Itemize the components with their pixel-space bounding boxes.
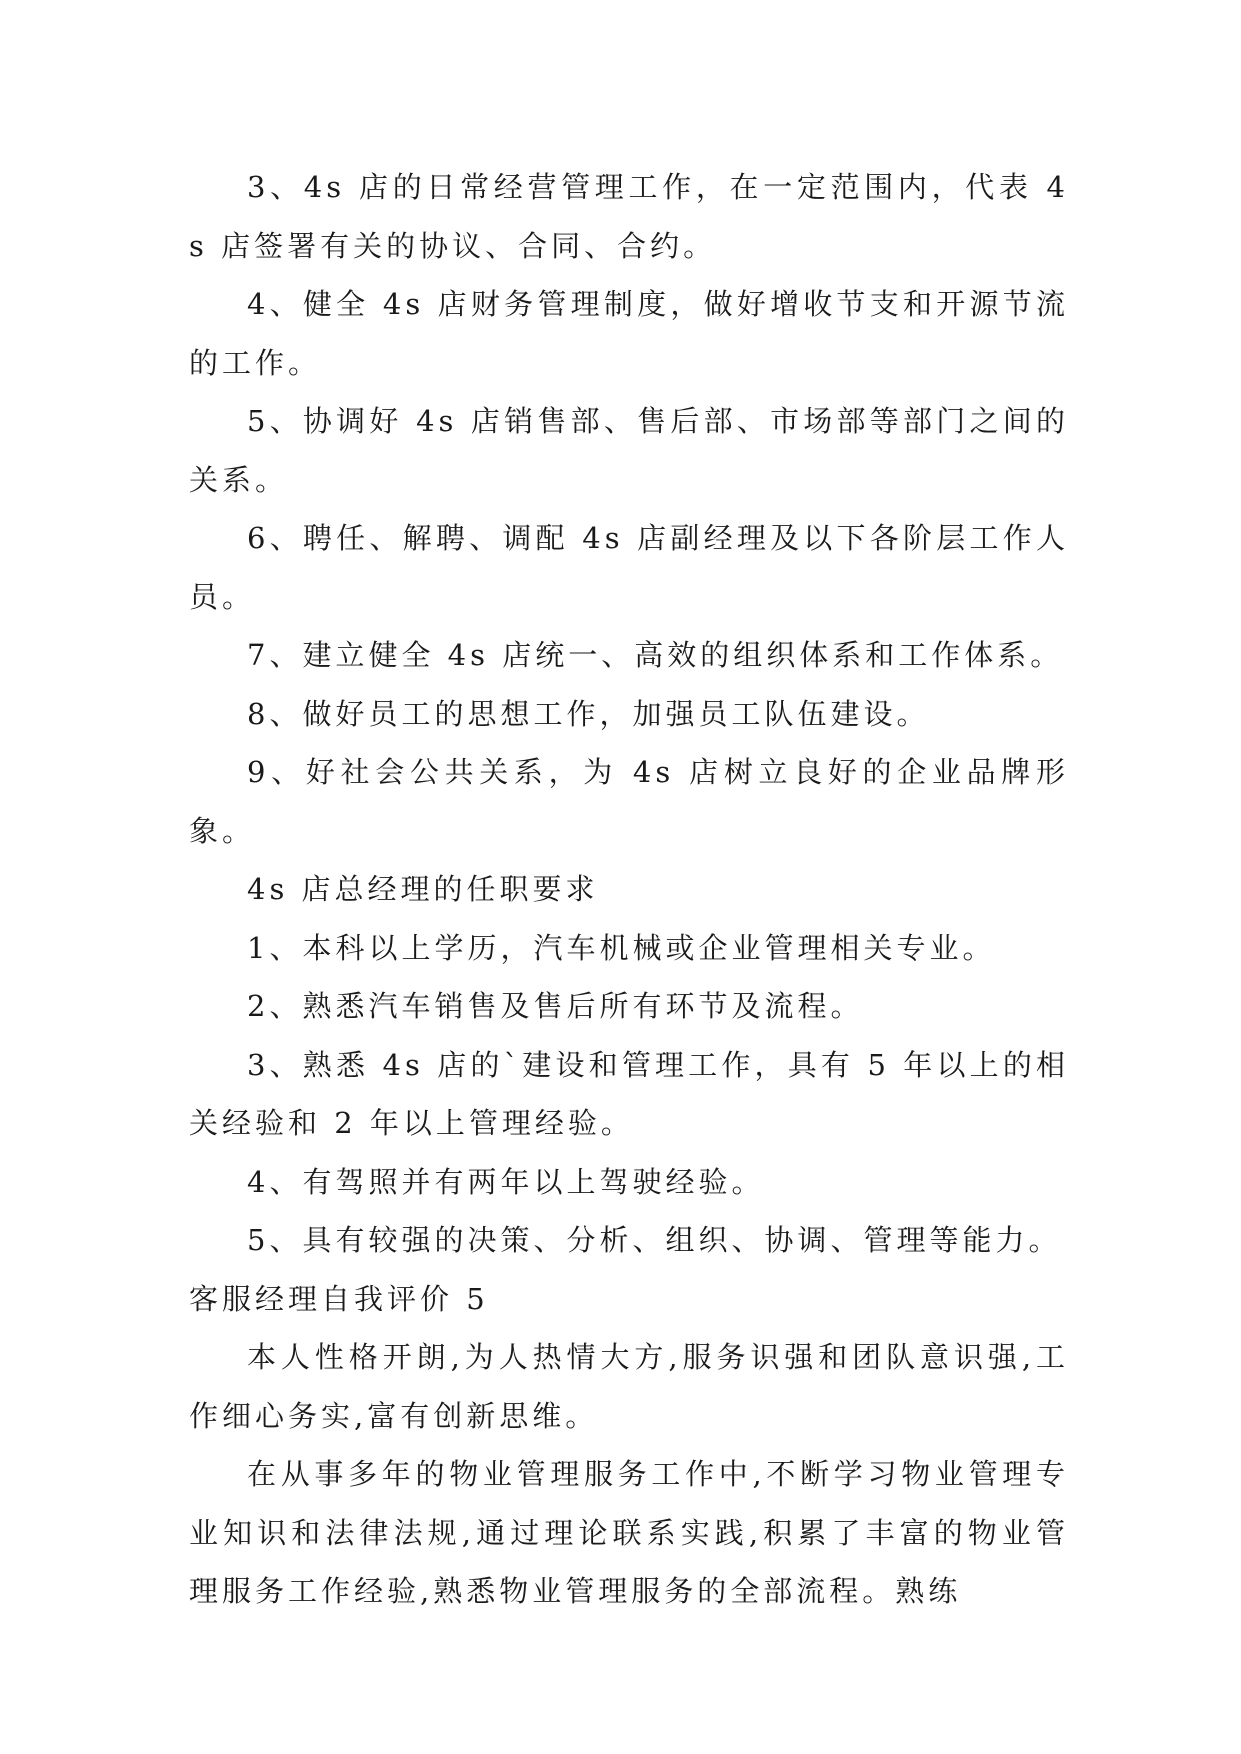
duty-item-9: 9、好社会公共关系，为 4s 店树立良好的企业品牌形象。 [189,755,1069,848]
requirement-item-2: 2、熟悉汽车销售及售后所有环节及流程。 [247,989,864,1023]
duty-item-7: 7、建立健全 4s 店统一、高效的组织体系和工作体系。 [247,638,1064,672]
document-body [189,158,1069,1621]
self-evaluation-paragraph-1: 本人性格开朗,为人热情大方,服务识强和团队意识强,工作细心务实,富有创新思维。 [189,1340,1069,1433]
duty-item-8: 8、做好员工的思想工作，加强员工队伍建设。 [247,696,930,731]
duty-item-4: 4、健全 4s 店财务管理制度，做好增收节支和开源节流的工作。 [189,287,1069,380]
duty-item-6: 6、聘任、解聘、调配 4s 店副经理及以下各阶层工作人员。 [189,521,1069,614]
requirement-item-1: 1、本科以上学历，汽车机械或企业管理相关专业。 [247,930,996,965]
duty-item-3: 3、4s 店的日常经营管理工作，在一定范围内，代表 4s 店签署有关的协议、合同、合约。 [189,170,1069,263]
self-evaluation-paragraph-2: 在从事多年的物业管理服务工作中,不断学习物业管理专业知识和法律法规,通过理论联系实践,积累了丰富的物业管理服务工作经验,熟悉物业管理服务的全部流程。熟练 [189,1457,1069,1608]
duty-item-5: 5、协调好 4s 店销售部、售后部、市场部等部门之间的关系。 [189,404,1069,497]
requirement-item-5: 5、具有较强的决策、分析、组织、协调、管理等能力。 [247,1223,1062,1257]
requirements-heading: 4s 店总经理的任职要求 [247,872,599,906]
section-title: 客服经理自我评价 5 [189,1281,489,1316]
requirement-item-4: 4、有驾照并有两年以上驾驶经验。 [247,1164,765,1199]
requirement-item-3: 3、熟悉 4s 店的`建设和管理工作，具有 5 年以上的相关经验和 2 年以上管理经验。 [189,1047,1069,1140]
